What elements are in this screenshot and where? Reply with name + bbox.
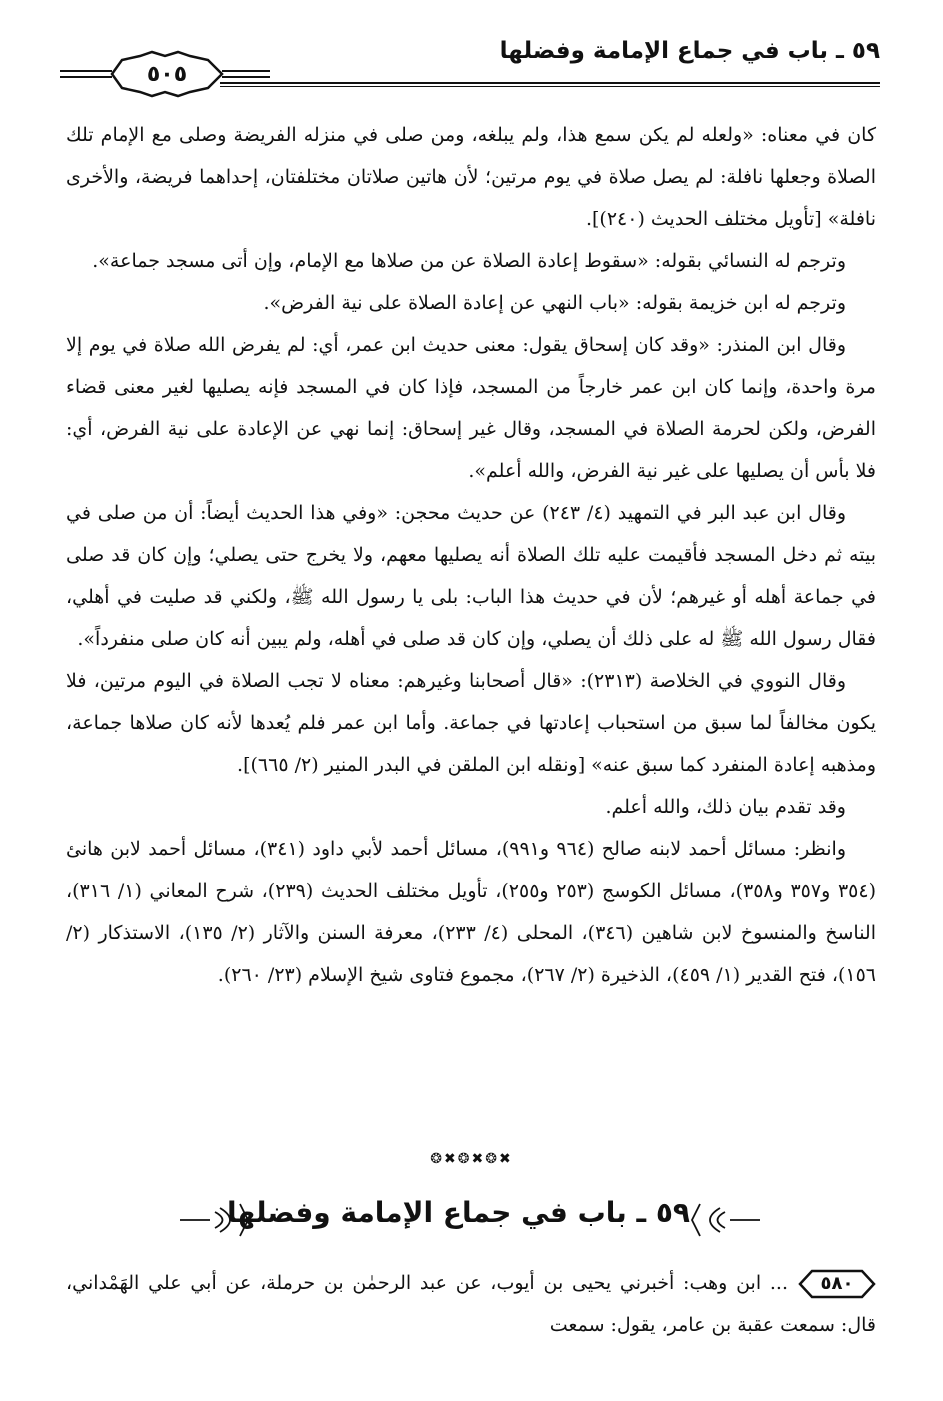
paragraph: كان في معناه: «ولعله لم يكن سمع هذا، ولم يبلغه، ومن صلى في منزله الفريضة وصلى مع الإمام تلك الصلاة وجعلها نافلة: لم يصل صلاة في يوم مرتين؛ لأن هاتين صلاتان مختلفتان، إحداهما فريضة، والأخرى نافلة» [تأويل مختلف الحديث (٢٤٠)]. [66,124,877,230]
hadith-number-badge [798,1269,876,1299]
paragraph: وقال ابن المنذر: «وقد كان إسحاق يقول: معنى حديث ابن عمر، أي: لم يفرض الله صلاة في يوم إلا مرة واحدة، وإنما كان ابن عمر خارجاً من المسجد، فإذا كان في المسجد فإنه يصليها لغير معنى قضاء الفرض، ولكن لحرمة الصلاة في المسجد، وقال غير إسحاق: إنما نهي عن الإعادة على نية الفرض، أي: فلا بأس أن يصليها على غير نية الفرض، والله أعلم». [66,334,876,482]
main-text [66,114,876,996]
paragraph: وقال النووي في الخلاصة (٢٣١٣): «قال أصحابنا وغيرهم: معناه لا تجب الصلاة في اليوم مرتين، فلا يكون مخالفاً لما سبق من استحباب إعادتها في جماعة. وأما ابن عمر فلم يُعدها لأنه كان صلاها جماعة، ومذهبه إعادة المنفرد كما سبق عنه» [ونقله ابن الملقن في البدر المنير (٢/ ٦٦٥)]. [66,670,876,776]
hadith-number: ٥٨٠ [820,1273,854,1294]
header-title: ٥٩ ـ باب في جماع الإمامة وفضلها [499,38,880,64]
hadith-text: ... ابن وهب: أخبرني يحيى بن أيوب، عن عبد الرحمٰن بن حرملة، عن أبي علي الهَمْداني، قال: سمعت عقبة بن عامر، يقول: سمعت [66,1272,876,1336]
section-ornament: ❂✖❂✖❂✖ [430,1151,513,1167]
paragraph: وانظر: مسائل أحمد لابنه صالح (٩٦٤ و٩٩١)، مسائل أحمد لأبي داود (٣٤١)، مسائل أحمد لابن هانئ (٣٥٤ و٣٥٧ و٣٥٨)، مسائل الكوسج (٢٥٣ و٢٥٥)، تأويل مختلف الحديث (٢٣٩)، شرح المعاني (١/ ٣١٦)، الناسخ والمنسوخ لابن شاهين (٣٤٦)، المحلى (٤/ ٢٣٣)، معرفة السنن والآثار (٢/ ١٣٥)، الاستذكار (٢/ ١٥٦)، فتح القدير (١/ ٤٥٩)، الذخيرة (٢/ ٢٦٧)، مجموع فتاوى شيخ الإسلام (٢٣/ ٢٦٠). [66,838,876,986]
page-number-badge [60,48,270,108]
paragraph: وقال ابن عبد البر في التمهيد (٤/ ٢٤٣) عن حديث محجن: «وفي هذا الحديث أيضاً: أن من صلى في بيته ثم دخل المسجد فأقيمت عليه تلك الصلاة أنه يصليها معهم، ولا يخرج حتى يصلي؛ وإن كان قد صلى في جماعة أهله أو غيرهم؛ لأن في حديث هذا الباب: بلى يا رسول الله ﷺ، ولكني قد صليت في أهلي، فقال رسول الله ﷺ له على ذلك أن يصلي، وإن كان قد صلى في أهله، ولم يبين أنه كان صلى منفرداً». [66,502,876,650]
chapter-title: ٥٩ ـ باب في جماع الإمامة وفضلها [226,1196,690,1229]
running-header [60,36,880,96]
paragraph: وقد تقدم بيان ذلك، والله أعلم. [605,796,846,818]
chapter-heading [170,1190,770,1246]
paragraph: وترجم له النسائي بقوله: «سقوط إعادة الصلاة عن من صلاها مع الإمام، وإن أتى مسجد جماعة». [92,250,846,272]
page-number: ٥٠٥ [146,62,188,87]
paragraph: وترجم له ابن خزيمة بقوله: «باب النهي عن إعادة الصلاة على نية الفرض». [263,292,846,314]
header-rule [220,82,880,87]
hadith-paragraph [66,1262,876,1346]
